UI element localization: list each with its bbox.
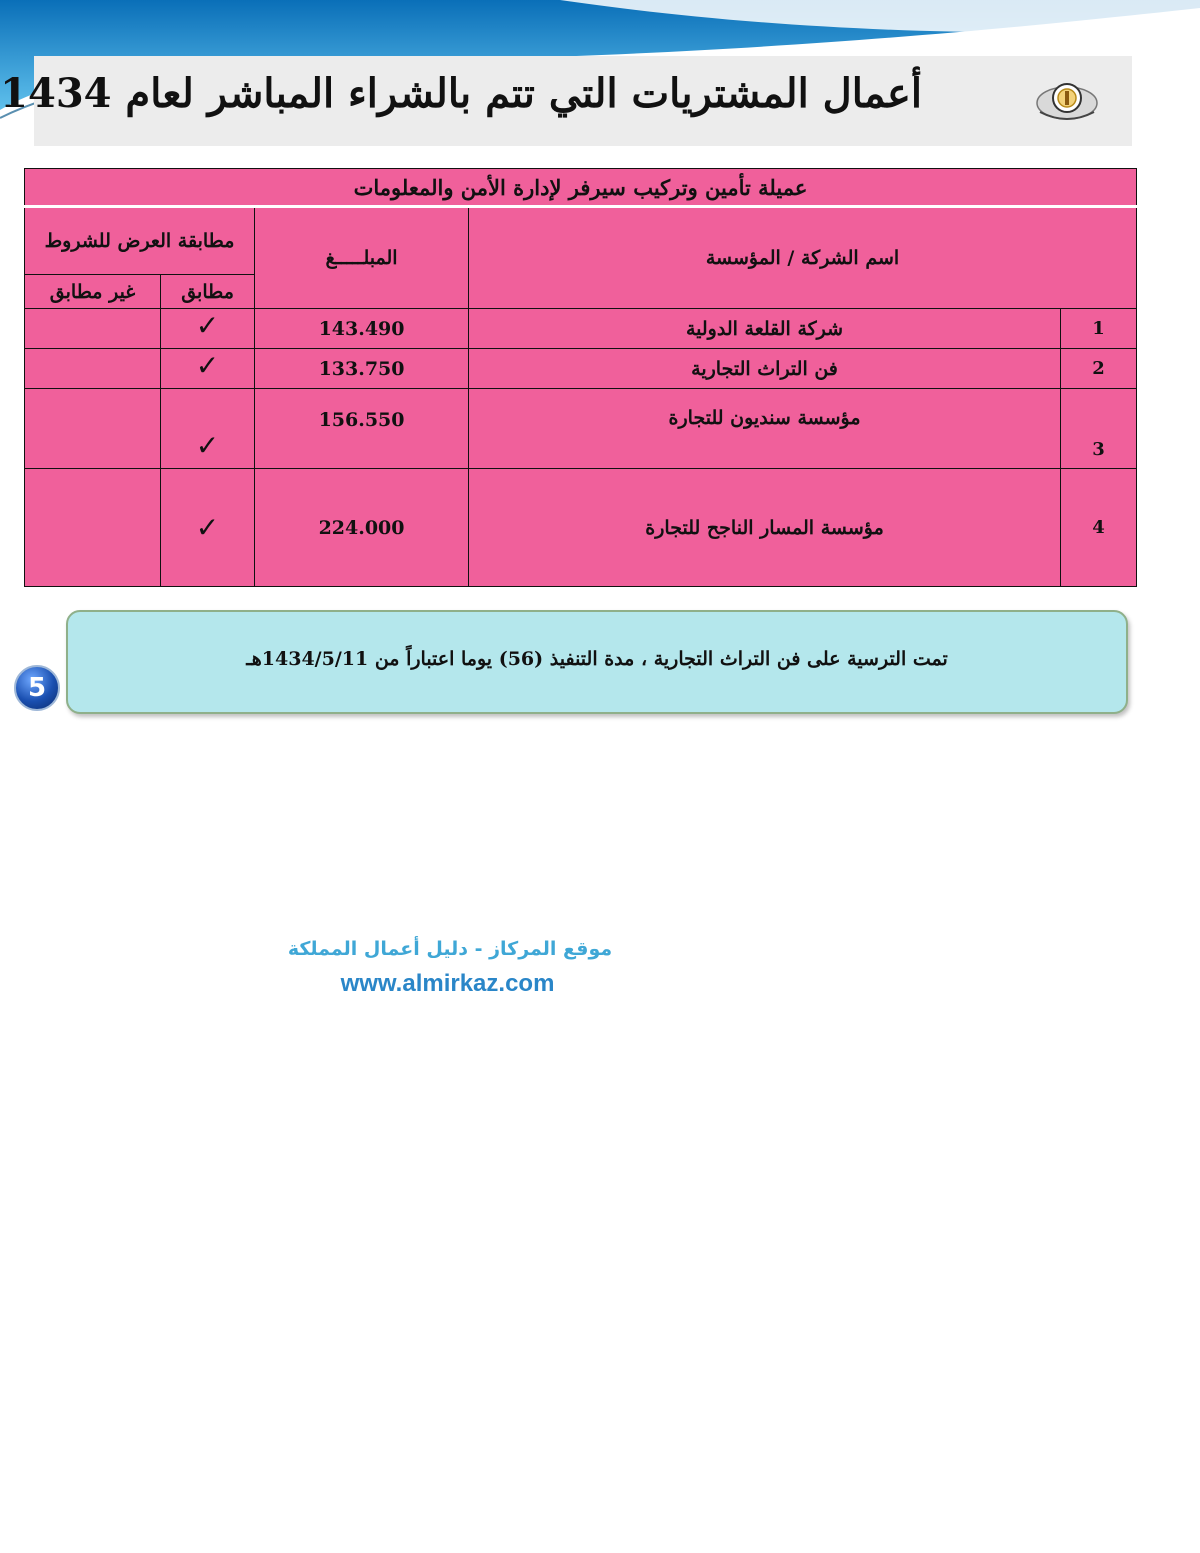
check-icon: ✓ [161, 389, 255, 469]
table-row [25, 469, 1137, 587]
noncompliant-cell [25, 349, 161, 389]
company-name: شركة القلعة الدولية [469, 309, 1061, 349]
page-number-badge: 5 [14, 665, 60, 711]
award-note-text: تمت الترسية على فن التراث التجارية ، مدة التنفيذ (56) يوما اعتباراً من 1434/5/11هـ [246, 648, 948, 670]
row-number: 2 [1061, 349, 1137, 389]
header-conditions-match: مطابقة العرض للشروط [25, 207, 255, 275]
company-name: مؤسسة سنديون للتجارة [469, 389, 1061, 469]
emblem-logo-icon [1034, 76, 1100, 126]
table-caption: عميلة تأمين وتركيب سيرفر لإدارة الأمن والمعلومات [25, 169, 1137, 207]
page-title: أعمال المشتريات التي تتم بالشراء المباشر لعام 1434 [0, 70, 922, 117]
amount-value: 156.550 [255, 389, 469, 469]
row-number: 4 [1061, 469, 1137, 587]
check-icon: ✓ [161, 349, 255, 389]
footer-url-link[interactable]: www.almirkaz.com [340, 970, 555, 997]
noncompliant-cell [25, 469, 161, 587]
footer-site-name: موقع المركاز - دليل أعمال المملكة [287, 938, 613, 960]
company-name: مؤسسة المسار الناجح للتجارة [469, 469, 1061, 587]
table-row [25, 309, 1137, 349]
header-noncompliant: غير مطابق [25, 275, 161, 309]
check-icon: ✓ [161, 309, 255, 349]
table-row [25, 389, 1137, 469]
row-number: 1 [1061, 309, 1137, 349]
award-note-box [66, 610, 1128, 714]
noncompliant-cell [25, 389, 161, 469]
header-company-name: اسم الشركة / المؤسسة [469, 207, 1137, 309]
title-bar [0, 56, 1132, 146]
procurement-table [24, 168, 1137, 587]
header-amount: المبلـــــغ [255, 207, 469, 309]
row-number: 3 [1061, 389, 1137, 469]
noncompliant-cell [25, 309, 161, 349]
check-icon: ✓ [161, 469, 255, 587]
company-name: فن التراث التجارية [469, 349, 1061, 389]
table-row [25, 349, 1137, 389]
amount-value: 224.000 [255, 469, 469, 587]
header-compliant: مطابق [161, 275, 255, 309]
amount-value: 133.750 [255, 349, 469, 389]
amount-value: 143.490 [255, 309, 469, 349]
